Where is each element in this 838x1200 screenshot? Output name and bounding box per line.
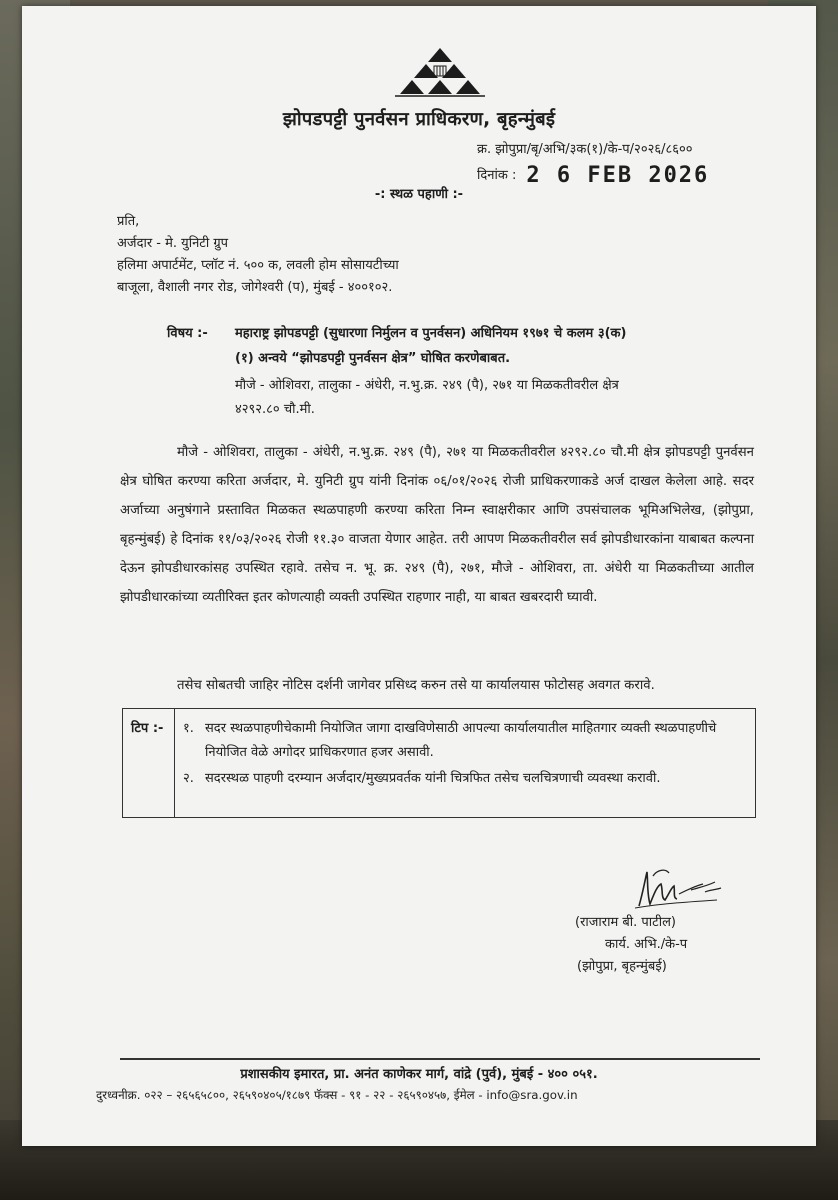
letter-title: -: स्थळ पहाणी :- xyxy=(374,187,464,202)
date-line xyxy=(477,160,710,188)
applicant-name: अर्जदार - मे. युनिटी ग्रुप xyxy=(117,236,229,251)
address-line-1: हलिमा अपार्टमेंट, प्लॉट नं. ५०० क, लवली होम सोसायटीच्या xyxy=(117,258,399,273)
signature-icon xyxy=(617,864,737,912)
date-label: दिनांक : xyxy=(477,168,517,183)
footer-contact: दुरध्वनीक्र. ०२२ – २६५६५८००, २६५९०४०५/१८७९ फॅक्स - ९१ - २२ - २६५९०४५७, ईमेल - info@sra.gov.in xyxy=(96,1088,578,1102)
body-paragraph-1: मौजे - ओशिवरा, तालुका - अंधेरी, न.भु.क्र. २४९ (पै), २७१ या मिळकतीवरील ४२९२.८० चौ.मी क्षेत्र झोपडपट्टी पुनर्वसन क्षेत्र घोषित करण्या करिता अर्जदार, मे. युनिटी ग्रुप यांनी दिनांक ०६/०१/२०२६ रोजी प्राधिकरणाकडे अर्ज दाखल केलेला आहे. सदर अर्जाच्या अनुषंगाने प्रस्तावित मिळकत स्थळपाहणी करण्या करिता निम्न स्वाक्षरीकार आणि उपसंचालक भूमिअभिलेख, (झोपुप्रा, बृहन्मुंबई) हे दिनांक ११/०३/२०२६ रोजी ११.३० वाजता येणार आहेत. तरी आपण मिळकतीवरील सर्व झोपडीधारकांना याबाबत कल्पना देऊन झोपडीधारकांसह उपस्थित रहावे. तसेच न. भू. क्र. २४९ (पै), २७१, मौजे - ओशिवरा, ता. अंधेरी या मिळकतीच्या आतील झोपडीधारकांच्या व्यतीरिक्त इतर कोणत्याही व्यक्ती उपस्थित राहणार नाही, या बाबत खबरदारी घ्यावी. xyxy=(120,445,754,605)
note-label: टिप :- xyxy=(123,709,175,817)
note-item-text: सदरस्थळ पाहणी दरम्यान अर्जदार/मुख्यप्रवर्तक यांनी चित्रफित तसेच चलचित्रणाची व्यवस्था करावी. xyxy=(205,771,661,786)
signatory-designation: कार्य. अभि./के-प xyxy=(605,937,688,952)
organization-name: झोपडपट्टी पुनर्वसन प्राधिकरण, बृहन्मुंबई xyxy=(282,109,556,130)
date-stamp: 2 6 FEB 2026 xyxy=(526,163,710,188)
subject-line-1: महाराष्ट्र झोपडपट्टी (सुधारणा निर्मुलन व पुनर्वसन) अधिनियम १९७१ चे कलम ३(क) xyxy=(235,326,627,341)
subject-line-3: मौजे - ओशिवरा, तालुका - अंधेरी, न.भु.क्र. २४९ (पै), २७१ या मिळकतीवरील क्षेत्र xyxy=(235,378,619,393)
note-box xyxy=(122,708,756,818)
footer-address: प्रशासकीय इमारत, प्रा. अनंत काणेकर मार्ग, वांद्रे (पुर्व), मुंबई - ४०० ०५१. xyxy=(240,1067,598,1082)
sra-logo-icon xyxy=(393,46,487,98)
to-label: प्रति, xyxy=(117,214,140,229)
signatory-name: (राजाराम बी. पाटील) xyxy=(575,915,676,930)
subject-label: विषय :- xyxy=(167,326,208,341)
letter-page xyxy=(22,6,816,1146)
reference-number: क्र. झोपुप्रा/बृ/अभि/३क(१)/के-प/२०२६/८६०० xyxy=(477,142,693,157)
note-item-number: १. xyxy=(183,721,194,736)
note-item-number: २. xyxy=(183,771,194,786)
signatory-office: (झोपुप्रा, बृहन्मुंबई) xyxy=(577,959,667,974)
note-item xyxy=(183,717,743,765)
note-item-text: सदर स्थळपाहणीचेकामी नियोजित जागा दाखविणेसाठी आपल्या कार्यालयातील माहितगार व्यक्ती स्थळपाहणीचे नियोजित वेळे अगोदर प्राधिकरणात हजर असावी. xyxy=(205,721,717,760)
subject-line-2: (१) अन्वये “झोपडपट्टी पुनर्वसन क्षेत्र” घोषित करणेबाबत. xyxy=(235,351,511,366)
address-line-2: बाजूला, वैशाली नगर रोड, जोगेश्वरी (प), मुंबई - ४००१०२. xyxy=(117,280,393,295)
subject-line-4: ४२९२.८० चौ.मी. xyxy=(235,402,315,417)
note-item xyxy=(183,767,743,791)
footer-divider xyxy=(120,1058,760,1060)
body-paragraph-2: तसेच सोबतची जाहिर नोटिस दर्शनी जागेवर प्रसिध्द करुन तसे या कार्यालयास फोटोसह अवगत करावे. xyxy=(177,678,655,693)
